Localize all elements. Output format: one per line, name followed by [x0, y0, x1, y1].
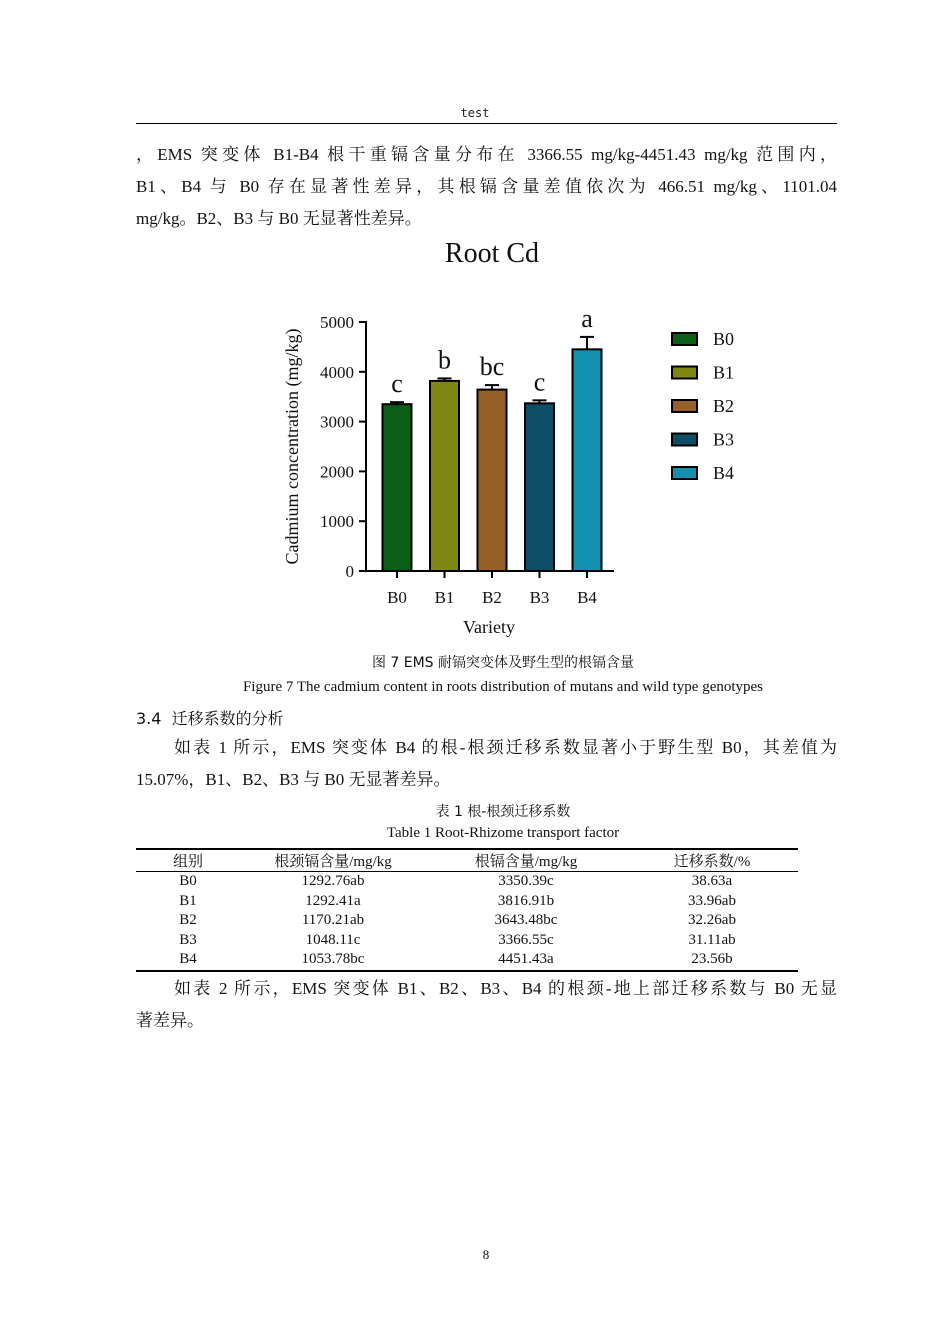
table-cell: 23.56b: [691, 951, 733, 968]
page-header: test: [460, 106, 490, 120]
significance-label: a: [581, 303, 593, 333]
table-caption-en: Table 1 Root-Rhizome transport factor: [386, 825, 620, 841]
legend-label: B2: [713, 396, 735, 416]
x-tick-label: B3: [529, 588, 550, 607]
significance-label: c: [533, 367, 546, 397]
table-cell: B2: [179, 912, 197, 929]
legend-swatch-b4: [672, 467, 697, 479]
table-cell: 1170.21ab: [301, 912, 365, 929]
table-caption-cn: 表 1 根-根颈迁移系数: [435, 804, 571, 820]
paragraph-2: [136, 732, 837, 796]
header-rule: [136, 123, 837, 124]
x-tick-label: B0: [387, 588, 407, 607]
root-cd-chart: [270, 230, 790, 645]
table-cell: B4: [179, 951, 197, 968]
page-number: 8: [482, 1247, 490, 1262]
paragraph-2-line-1: 如表 1 所示，EMS 突变体 B4 的根-根颈迁移系数显著小于野生型 B0，其差值为: [174, 738, 837, 757]
table-cell: B1: [179, 892, 197, 909]
bar-b2: [478, 390, 507, 571]
table-cell: 3366.55c: [498, 931, 554, 948]
table-cell: 31.11ab: [688, 931, 736, 948]
table-row: [136, 931, 798, 951]
x-tick-label: B4: [577, 588, 597, 607]
paragraph-1-line-2: B1、B4 与 B0 存在显著性差异，其根镉含量差值依次为 466.51 mg/kg、1101.04: [136, 177, 837, 196]
table-header-cell: 根颈镉含量/mg/kg: [240, 849, 426, 872]
transport-factor-table: [136, 848, 798, 972]
y-tick-label: 2000: [320, 462, 354, 482]
legend-label: B1: [713, 362, 735, 383]
y-tick-label: 0: [345, 562, 354, 581]
significance-label: b: [438, 345, 451, 375]
legend-label: B4: [713, 463, 735, 483]
figure-caption-en: Figure 7 The cadmium content in roots distribution of mutans and wild type genotypes: [242, 679, 764, 695]
bar-b0: [383, 404, 412, 571]
bar-b3: [525, 403, 554, 571]
bar-b1: [430, 381, 459, 571]
paragraph-3: [136, 973, 837, 1037]
chart-svg: [270, 230, 790, 645]
table-cell: 38.63a: [691, 873, 733, 890]
paragraph-2-line-2: 15.07%，B1、B2、B3 与 B0 无显著差异。: [136, 770, 451, 789]
table-row: [136, 872, 798, 892]
table-cell: 1292.76ab: [301, 873, 365, 890]
table-header-cell: 组别: [136, 849, 240, 872]
paragraph-1-line-1: ，EMS 突变体 B1-B4 根干重镉含量分布在 3366.55 mg/kg-4451.43 mg/kg 范围内，: [136, 145, 837, 164]
x-axis-label: Variety: [463, 617, 515, 637]
legend-swatch-b0: [672, 333, 697, 345]
legend-swatch-b1: [672, 367, 697, 379]
table-cell: 1048.11c: [305, 931, 361, 948]
paragraph-1: [136, 139, 837, 235]
chart-title: Root Cd: [444, 238, 540, 269]
x-tick-label: B2: [482, 588, 502, 607]
table-header-cell: 迁移系数/%: [626, 849, 798, 872]
section-heading: [136, 706, 284, 729]
table-cell: 1292.41a: [305, 892, 361, 909]
table-cell: 1053.78bc: [301, 951, 365, 968]
table-cell: 33.96ab: [688, 892, 736, 909]
y-tick-label: 3000: [320, 412, 354, 432]
bar-b4: [573, 349, 602, 571]
table-cell: 3816.91b: [497, 892, 555, 909]
significance-label: bc: [479, 352, 505, 382]
table-header-row: [136, 849, 798, 872]
table-cell: B0: [179, 873, 197, 890]
y-tick-label: 5000: [320, 313, 354, 332]
legend-swatch-b3: [672, 434, 697, 446]
figure-caption-cn: 图 7 EMS 耐镉突变体及野生型的根镉含量: [371, 655, 635, 671]
legend-swatch-b2: [672, 400, 697, 412]
paragraph-3-line-2: 著差异。: [136, 1011, 204, 1030]
table-cell: 4451.43a: [498, 951, 554, 968]
y-axis-label: Cadmium concentration (mg/kg): [282, 328, 302, 565]
y-tick-label: 4000: [320, 362, 354, 382]
table-row: [136, 911, 798, 931]
table-cell: 32.26ab: [688, 912, 736, 929]
table-row: [136, 892, 798, 912]
table-cell: 3643.48bc: [494, 912, 558, 929]
legend-label: B0: [713, 329, 735, 349]
y-tick-label: 1000: [320, 512, 354, 532]
section-number: 3.4: [136, 709, 162, 728]
x-tick-label: B1: [434, 588, 455, 607]
paragraph-3-line-1: 如表 2 所示，EMS 突变体 B1、B2、B3、B4 的根颈-地上部迁移系数与 B0 无显: [174, 979, 837, 998]
table-cell: 3350.39c: [498, 873, 554, 890]
table-row: [136, 950, 798, 971]
significance-label: c: [391, 369, 403, 399]
table-header-cell: 根镉含量/mg/kg: [426, 849, 626, 872]
section-title: 迁移系数的分析: [171, 709, 284, 728]
paragraph-1-line-3: mg/kg。B2、B3 与 B0 无显著性差异。: [136, 209, 422, 228]
legend-label: B3: [713, 429, 735, 450]
table-cell: B3: [179, 931, 197, 948]
